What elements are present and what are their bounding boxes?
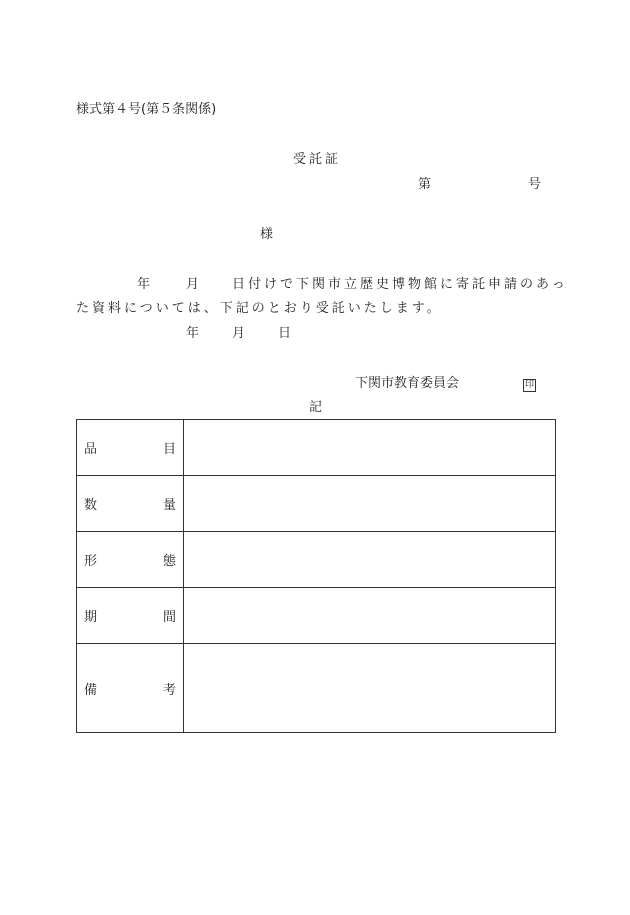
label-cell-item (77, 420, 184, 476)
value-cell-form[interactable] (184, 532, 556, 588)
label-right: 考 (162, 682, 176, 698)
value-cell-remarks[interactable] (184, 644, 556, 733)
table-row-item (77, 420, 556, 476)
table-row-remarks (77, 644, 556, 733)
label-right: 目 (162, 442, 176, 457)
issuer-name: 下関市教育委員会 (355, 376, 460, 391)
addressee-suffix: 様 (260, 227, 274, 242)
body-line2: た資料については、下記のとおり受託いたします。 (76, 301, 443, 316)
label-cell-form (77, 532, 184, 588)
label-right: 間 (162, 610, 176, 625)
date-day: 日 (278, 326, 292, 341)
body-year: 年 (137, 277, 151, 292)
date-month: 月 (232, 326, 246, 341)
label-left: 品 (84, 442, 98, 457)
label-right: 量 (162, 498, 176, 513)
label-cell-remarks (77, 644, 184, 733)
date-year: 年 (186, 326, 200, 341)
label-left: 形 (84, 554, 98, 569)
seal-mark (523, 377, 536, 392)
items-table (76, 419, 556, 733)
label-right: 態 (162, 554, 176, 569)
seal-box: 印 (524, 380, 534, 390)
table-row-quantity (77, 476, 556, 532)
value-cell-quantity[interactable] (184, 476, 556, 532)
document-title: 受託証 (293, 152, 342, 167)
value-cell-period[interactable] (184, 588, 556, 644)
label-cell-quantity (77, 476, 184, 532)
label-left: 備 (84, 682, 98, 698)
table-row-form (77, 532, 556, 588)
number-prefix: 第 (418, 177, 432, 192)
label-cell-period (77, 588, 184, 644)
label-left: 数 (84, 498, 98, 513)
value-cell-item[interactable] (184, 420, 556, 476)
table-row-period (77, 588, 556, 644)
label-left: 期 (84, 610, 98, 625)
section-label: 記 (309, 400, 323, 415)
form-number: 様式第４号(第５条関係) (76, 102, 217, 117)
number-suffix: 号 (528, 177, 542, 192)
body-month: 月 (186, 277, 200, 292)
body-line1-rest: 日付けで下関市立歴史博物館に寄託申請のあっ (232, 277, 568, 292)
